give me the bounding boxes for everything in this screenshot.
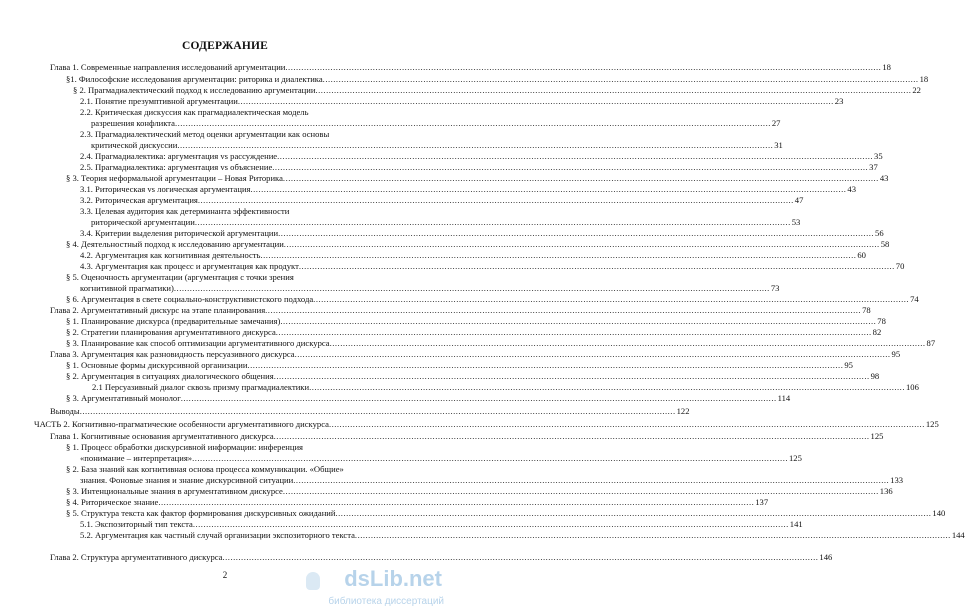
toc-entry-text: 4.3. Аргументация как процесс и аргументация как продукт <box>80 261 299 271</box>
toc-entry-page: 73 <box>770 283 780 293</box>
toc-entry <box>80 162 878 172</box>
toc-entry <box>50 552 833 562</box>
dot-leader <box>198 195 794 205</box>
toc-entry-text: 3.4. Критерии выделения риторической аргументации <box>80 228 279 238</box>
toc-entry-text: 2.5. Прагмадиалектика: аргументация vs объяснение <box>80 162 273 172</box>
toc-entry-page: 122 <box>676 406 690 416</box>
toc-entry-text: Глава 3. Аргументация как разновидность персуазивного дискурса <box>50 349 295 359</box>
toc-entry-page: 70 <box>895 261 905 271</box>
toc-entry-text: §1. Философские исследования аргументации: риторика и диалектика <box>66 74 323 84</box>
page-number: 2 <box>222 570 228 580</box>
toc-entry-text: § 4. Риторическое знание <box>66 497 159 507</box>
dot-leader <box>336 508 932 518</box>
toc-entry-page: 106 <box>905 382 919 392</box>
toc-entry <box>91 140 783 150</box>
toc-entry-page: 60 <box>857 250 866 260</box>
toc-entry <box>66 294 919 304</box>
dot-leader <box>193 519 789 529</box>
toc-entry <box>66 508 946 518</box>
dot-leader <box>278 228 874 238</box>
dot-leader <box>238 96 834 106</box>
toc-entry <box>50 431 884 441</box>
watermark-logo: dsLib.net <box>344 566 442 591</box>
toc-entry-text: Выводы <box>50 406 80 416</box>
toc-entry-text: § 3. Планирование как способ оптимизации аргументативного дискурса <box>66 338 330 348</box>
toc-entry-text: 3.1. Риторическая vs логическая аргументация <box>80 184 251 194</box>
toc-entry <box>91 118 781 128</box>
bulb-icon <box>306 572 320 590</box>
dot-leader <box>195 217 791 227</box>
toc-entry <box>80 475 904 485</box>
dot-leader <box>192 453 788 463</box>
dot-leader <box>313 294 909 304</box>
dot-leader <box>277 151 873 161</box>
dot-leader <box>177 140 773 150</box>
dot-leader <box>274 371 870 381</box>
toc-entry-text: Глава 2. Структура аргументативного дискурса <box>50 552 223 562</box>
toc-entry-page: 146 <box>819 552 833 562</box>
toc-entry <box>66 173 889 183</box>
dot-leader <box>272 162 868 172</box>
dot-leader <box>260 250 856 260</box>
dot-leader <box>247 360 843 370</box>
toc-entry-text: риторической аргументации <box>91 217 195 227</box>
toc-entry-text: § 2. База знаний как когнитивная основа процесса коммуникации. «Общие» <box>66 464 344 474</box>
toc-entry <box>50 305 871 315</box>
toc-entry-page: 27 <box>771 118 781 128</box>
toc-entry-page: 136 <box>879 486 893 496</box>
toc-entry-page: 53 <box>791 217 801 227</box>
toc-entry-text: § 2. Аргументация в ситуациях диалогического общения <box>66 371 274 381</box>
toc-entry-page: 141 <box>789 519 803 529</box>
toc-entry-text: ЧАСТЬ 2. Когнитивно-прагматические особенности аргументативного дискурса <box>34 419 329 429</box>
dot-leader <box>174 283 770 293</box>
toc-entry-page: 144 <box>951 530 965 540</box>
dot-leader <box>175 118 771 128</box>
toc-entry <box>66 360 853 370</box>
toc-entry-text: 3.3. Целевая аудитория как детерминанта эффективности <box>80 206 290 216</box>
toc-entry <box>66 371 880 381</box>
toc-entry <box>80 151 883 161</box>
toc-entry <box>66 239 890 249</box>
toc-entry-text: 2.2. Критическая дискуссия как прагмадиалектическая модель <box>80 107 309 117</box>
toc-entry-text: § 1. Основные формы дискурсивной организации <box>66 360 248 370</box>
toc-entry-text: 3.2. Риторическая аргументация <box>80 195 198 205</box>
toc-entry-page: 37 <box>869 162 878 172</box>
dot-leader <box>330 338 926 348</box>
dot-leader <box>315 85 911 95</box>
dot-leader <box>276 327 872 337</box>
toc-entry-page: 125 <box>925 419 939 429</box>
toc-entry-page: 140 <box>932 508 946 518</box>
toc-entry-page: 95 <box>844 360 853 370</box>
toc-entry <box>80 250 866 260</box>
toc-entry <box>80 453 802 463</box>
dot-leader <box>280 316 876 326</box>
toc-entry-text: знания. Фоновые знания и знание дискурсивной ситуации <box>80 475 294 485</box>
toc-entry-page: 35 <box>874 151 883 161</box>
toc-entry <box>80 283 780 293</box>
toc-entry-page: 133 <box>890 475 904 485</box>
toc-entry-page: 82 <box>872 327 882 337</box>
toc-entry-page: 43 <box>879 173 889 183</box>
toc-entry-text: § 6. Аргументация в свете социально-конструктивистского подхода <box>66 294 314 304</box>
toc-entry-page: 31 <box>774 140 783 150</box>
toc-entry-page: 18 <box>882 62 891 72</box>
dot-leader <box>158 497 754 507</box>
dot-leader <box>323 74 919 84</box>
toc-entry <box>66 497 769 507</box>
watermark <box>298 566 448 614</box>
toc-entry-text: Глава 1. Когнитивные основания аргументативного дискурса <box>50 431 274 441</box>
toc-entry-text: Глава 2. Аргументативный дискурс на этапе планирования <box>50 305 266 315</box>
toc-entry <box>66 327 882 337</box>
toc-entry-page: 125 <box>870 431 884 441</box>
dot-leader <box>299 261 895 271</box>
toc-entry-text: когнитивной прагматики) <box>80 283 174 293</box>
toc-entry-text: разрешения конфликта <box>91 118 175 128</box>
toc-entry-page: 58 <box>880 239 890 249</box>
toc-heading: СОДЕРЖАНИЕ <box>181 40 269 52</box>
dot-leader <box>355 530 951 540</box>
toc-entry-page: 95 <box>891 349 901 359</box>
toc-entry <box>66 74 929 84</box>
toc-entry <box>50 349 901 359</box>
toc-entry-text: § 3. Аргументативный монолог <box>66 393 181 403</box>
toc-entry <box>80 184 856 194</box>
toc-entry <box>80 195 804 205</box>
toc-entry-page: 18 <box>919 74 929 84</box>
toc-entry-page: 114 <box>777 393 791 403</box>
dot-leader <box>309 382 905 392</box>
dot-leader <box>223 552 819 562</box>
toc-entry <box>34 419 939 429</box>
dot-leader <box>265 305 861 315</box>
toc-entry-page: 137 <box>755 497 769 507</box>
toc-entry <box>80 530 965 540</box>
dot-leader <box>283 173 879 183</box>
toc-entry-text: § 3. Интенциональные знания в аргументативном дискурсе <box>66 486 283 496</box>
toc-entry-text: критической дискуссии <box>91 140 178 150</box>
toc-entry <box>91 217 801 227</box>
toc-entry-text: § 5. Оценочность аргументации (аргументация с точки зрения <box>66 272 294 282</box>
toc-entry-text: § 2. Стратегии планирования аргументативного дискурса <box>66 327 276 337</box>
toc-entry <box>50 62 891 72</box>
toc-entry-page: 22 <box>912 85 921 95</box>
toc-entry-page: 56 <box>875 228 884 238</box>
toc-entry-text: § 5. Структура текста как фактор формирования дискурсивных ожиданий <box>66 508 336 518</box>
toc-entry-text: § 3. Теория неформальной аргументации – Новая Риторика <box>66 173 283 183</box>
dot-leader <box>181 393 777 403</box>
dot-leader <box>80 406 676 416</box>
dot-leader <box>284 239 880 249</box>
toc-entry-text: 4.2. Аргументация как когнитивная деятельность <box>80 250 261 260</box>
dot-leader <box>251 184 847 194</box>
toc-entry-page: 78 <box>862 305 871 315</box>
toc-entry <box>80 96 844 106</box>
dot-leader <box>293 475 889 485</box>
dot-leader <box>285 62 881 72</box>
toc-entry-text: 2.3. Прагмадиалектический метод оценки аргументации как основы <box>80 129 330 139</box>
toc-entry-page: 87 <box>926 338 936 348</box>
dot-leader <box>295 349 891 359</box>
toc-entry <box>66 338 936 348</box>
dot-leader <box>283 486 879 496</box>
toc-entry-text: 5.1. Экспозиторный тип текста <box>80 519 193 529</box>
toc-entry <box>66 393 791 403</box>
toc-entry <box>80 519 803 529</box>
toc-entry-text: § 4. Деятельностный подход к исследованию аргументации <box>66 239 284 249</box>
toc-entry-text: 2.4. Прагмадиалектика: аргументация vs рассуждение <box>80 151 278 161</box>
watermark-subtitle: библиотека диссертаций <box>328 596 444 607</box>
toc-entry-text: Глава 1. Современные направления исследований аргументации <box>50 62 286 72</box>
toc-entry <box>66 316 886 326</box>
toc-entry <box>92 382 919 392</box>
toc-entry-page: 43 <box>847 184 856 194</box>
toc-entry-page: 78 <box>877 316 886 326</box>
toc-entry-text: 5.2. Аргументация как частный случай организации экспозиторного текста <box>80 530 355 540</box>
toc-entry-text: § 1. Процесс обработки дискурсивной информации: инференция <box>66 442 304 452</box>
toc-entry-text: 2.1. Понятие презумптивной аргументации <box>80 96 238 106</box>
toc-entry <box>80 261 905 271</box>
dot-leader <box>274 431 870 441</box>
toc-entry-text: § 2. Прагмадиалектический подход к исследованию аргументации <box>73 85 316 95</box>
toc-entry-page: 23 <box>834 96 844 106</box>
toc-entry-text: «понимание – интерпретация» <box>80 453 193 463</box>
toc-entry <box>73 85 921 95</box>
toc-entry-page: 98 <box>870 371 880 381</box>
toc-entry-text: 2.1 Персуазивный диалог сквозь призму прагмадиалектики <box>92 382 310 392</box>
toc-entry-page: 47 <box>794 195 804 205</box>
toc-entry <box>66 486 893 496</box>
dot-leader <box>329 419 925 429</box>
toc-entry <box>80 228 884 238</box>
toc-entry-page: 125 <box>789 453 802 463</box>
toc-entry <box>50 406 690 416</box>
toc-entry-text: § 1. Планирование дискурса (предварительные замечания) <box>66 316 281 326</box>
toc-entry-page: 74 <box>910 294 919 304</box>
